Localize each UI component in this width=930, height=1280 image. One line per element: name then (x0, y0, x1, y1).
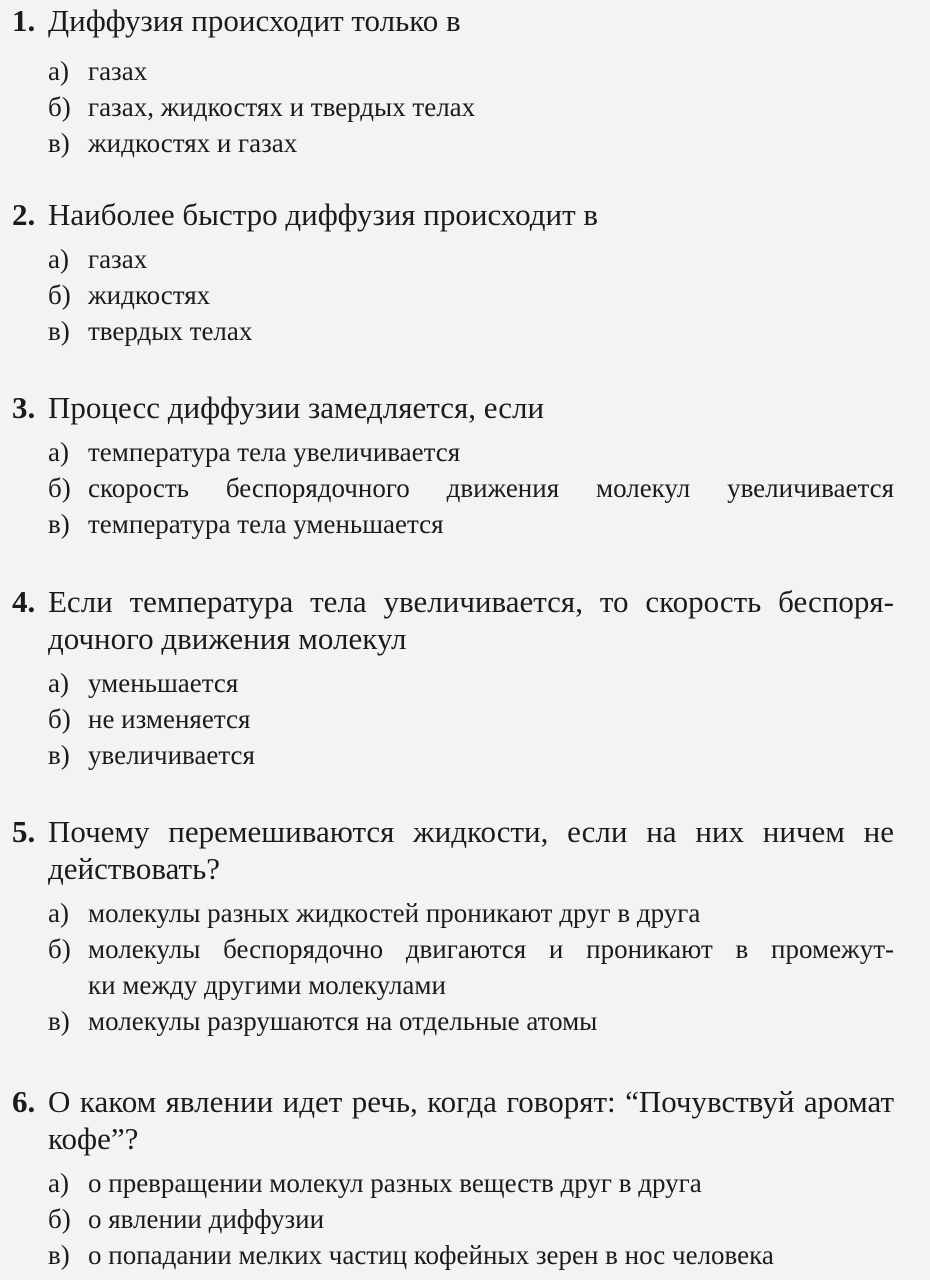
question-heading (12, 389, 894, 426)
question-heading (12, 2, 894, 39)
question-3 (12, 389, 894, 542)
question-number: 4. (12, 584, 36, 619)
question-number: 2. (12, 197, 36, 232)
answer-option-c (48, 313, 894, 349)
option-letter: а) (48, 244, 69, 274)
question-number: 1. (12, 3, 36, 38)
answer-option-b (48, 1201, 894, 1237)
option-text: о превращении молекул разных веществ друг в друга (88, 1168, 702, 1198)
question-1 (12, 2, 894, 161)
question-text: Почему перемешиваются жидкости, если на них ничем не действовать? (48, 814, 894, 886)
question-text-line-1: Если температура тела увеличивается, то скорость беспоря- (48, 584, 894, 619)
option-letter: а) (48, 668, 69, 698)
question-text: О каком явлении идет речь, когда говорят: “Почувствуй аромат кофе”? (48, 1084, 894, 1156)
option-letter: в) (48, 1006, 70, 1036)
option-text: о попадании мелких частиц кофейных зерен в нос человека (88, 1240, 774, 1270)
answer-option-a (48, 1165, 894, 1201)
question-text-line-2: дочного движения молекул (48, 621, 407, 656)
option-letter: а) (48, 898, 69, 928)
question-heading (12, 196, 894, 233)
answer-option-a (48, 53, 894, 89)
option-text: молекулы разрушаются на отдельные атомы (88, 1006, 598, 1036)
question-heading (12, 1083, 894, 1157)
option-text: уменьшается (88, 668, 239, 698)
option-text (88, 931, 894, 1003)
option-letter: а) (48, 56, 69, 86)
option-letter: б) (48, 934, 71, 964)
question-5 (12, 813, 894, 1039)
answer-option-c (48, 1237, 894, 1273)
question-4 (12, 583, 894, 773)
option-text: газах, жидкостях и твердых телах (88, 92, 476, 122)
option-text: жидкостях (88, 280, 211, 310)
option-letter: б) (48, 280, 71, 310)
answer-option-a (48, 895, 894, 931)
question-text (48, 583, 894, 657)
option-letter: в) (48, 128, 70, 158)
option-text-line-1: молекулы беспорядочно двигаются и проникают в промежут- (88, 934, 894, 964)
option-text: твердых телах (88, 316, 253, 346)
option-letter: б) (48, 473, 71, 503)
option-letter: в) (48, 1240, 70, 1270)
question-number: 5. (12, 814, 36, 849)
question-text: Процесс диффузии замедляется, если (48, 390, 545, 425)
option-text: молекулы разных жидкостей проникают друг в друга (88, 898, 701, 928)
question-number: 6. (12, 1084, 36, 1119)
answer-option-b (48, 277, 894, 313)
answer-options (12, 241, 894, 349)
question-heading (12, 583, 894, 657)
question-heading (12, 813, 894, 887)
answer-option-a (48, 665, 894, 701)
option-letter: б) (48, 704, 71, 734)
question-text: Диффузия происходит только в (48, 3, 461, 38)
option-letter: в) (48, 509, 70, 539)
question-6 (12, 1083, 894, 1273)
question-text: Наиболее быстро диффузия происходит в (48, 197, 599, 232)
option-text: увеличивается (88, 740, 255, 770)
answer-options (12, 434, 894, 542)
question-2 (12, 196, 894, 349)
option-letter: в) (48, 740, 70, 770)
answer-option-b (48, 470, 894, 506)
question-number: 3. (12, 390, 36, 425)
answer-option-c (48, 125, 894, 161)
answer-options (12, 1165, 894, 1273)
option-letter: б) (48, 1204, 71, 1234)
answer-option-a (48, 241, 894, 277)
option-text: о явлении диффузии (88, 1204, 325, 1234)
answer-option-c (48, 1003, 894, 1039)
answer-option-b (48, 89, 894, 125)
answer-options (12, 895, 894, 1039)
option-text: скорость беспорядочного движения молекул увеличивается (88, 473, 894, 503)
answer-option-b (48, 701, 894, 737)
answer-option-c (48, 737, 894, 773)
option-letter: б) (48, 92, 71, 122)
option-letter: а) (48, 437, 69, 467)
answer-option-a (48, 434, 894, 470)
option-text: жидкостях и газах (88, 128, 298, 158)
answer-options (12, 665, 894, 773)
option-text-line-2: ки между другими молекулами (88, 970, 446, 1000)
answer-option-b (48, 931, 894, 1003)
option-text: температура тела увеличивается (88, 437, 461, 467)
option-letter: а) (48, 1168, 69, 1198)
answer-options (12, 53, 894, 161)
option-text: газах (88, 56, 148, 86)
option-letter: в) (48, 316, 70, 346)
answer-option-c (48, 506, 894, 542)
option-text: температура тела уменьшается (88, 509, 444, 539)
option-text: не изменяется (88, 704, 251, 734)
option-text: газах (88, 244, 148, 274)
